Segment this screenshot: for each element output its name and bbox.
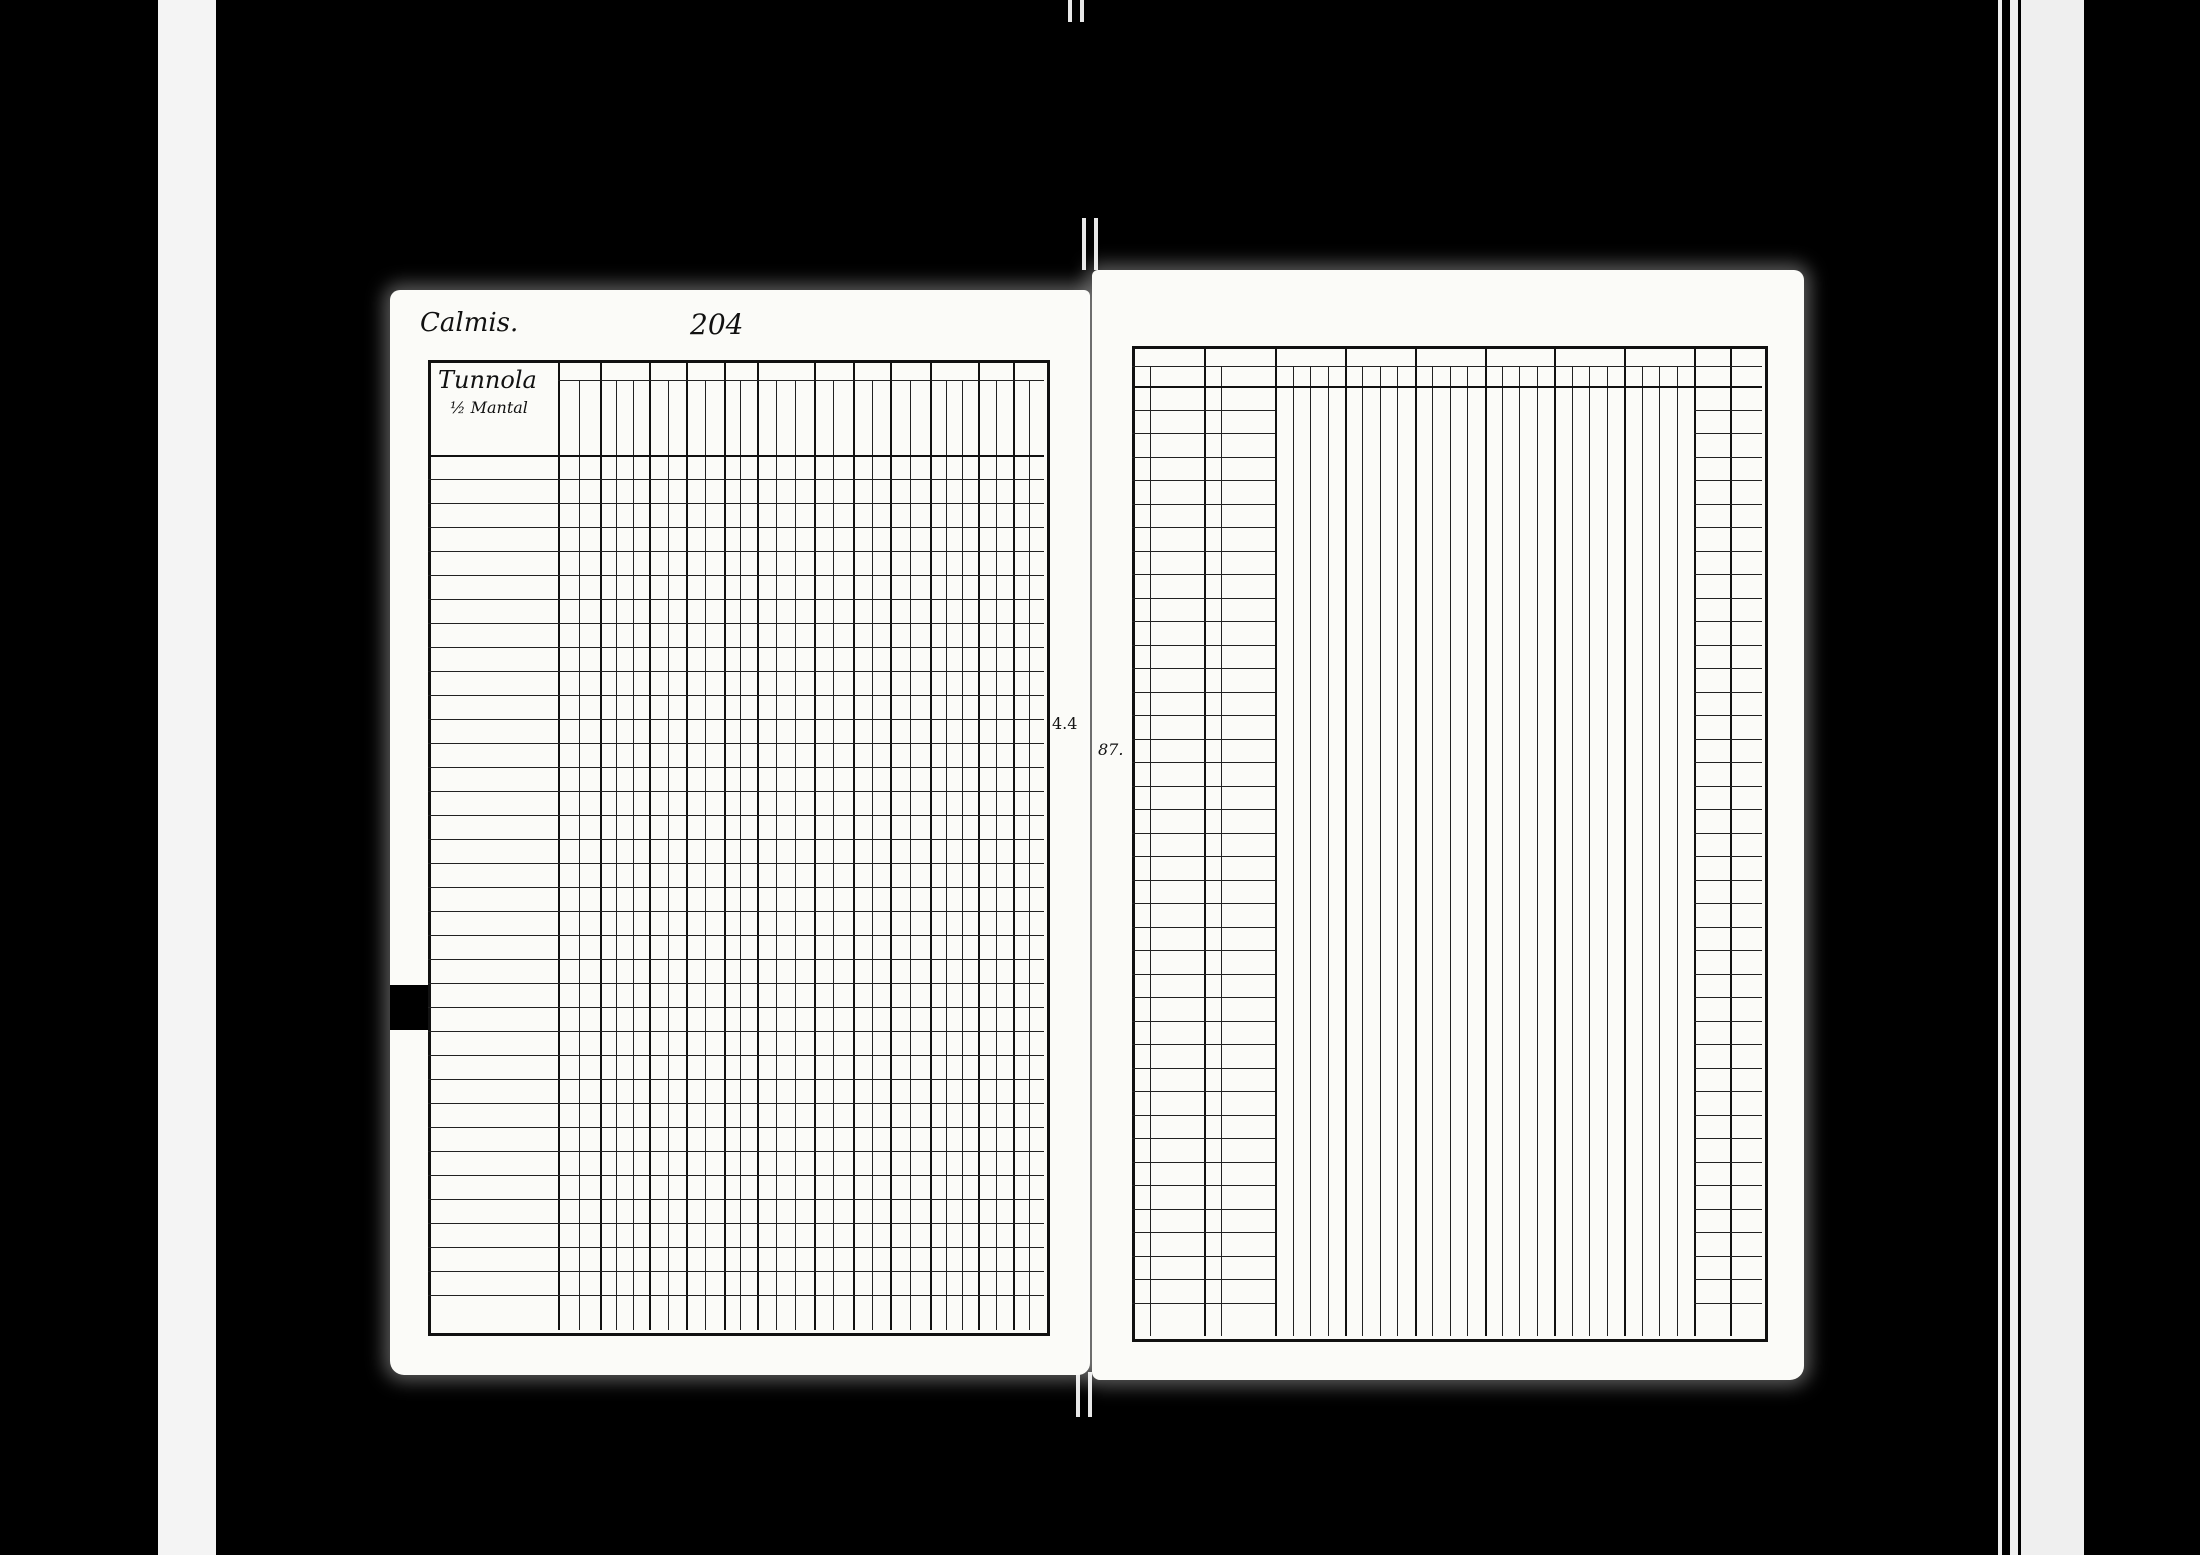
right-row-line-tail-10 — [1694, 621, 1762, 622]
right-year-subline-3-2 — [1380, 366, 1381, 1336]
left-row-line-7 — [428, 623, 1044, 624]
right-row-line-28 — [1132, 1044, 1275, 1045]
left-col-line-2 — [649, 360, 651, 1330]
left-row-line-21 — [428, 959, 1044, 960]
right-year-subline-2-1 — [1293, 366, 1294, 1336]
right-row-line-tail-5 — [1694, 504, 1762, 505]
right-col-line-3 — [1345, 346, 1347, 1336]
right-row-line-32 — [1132, 1138, 1275, 1139]
film-border-left — [158, 0, 216, 1555]
left-subcol-line-5-1 — [776, 380, 777, 1330]
parish-name: Calmis. — [420, 308, 519, 338]
right-row-line-tail-26 — [1694, 997, 1762, 998]
binding-mark-top — [1082, 218, 1086, 270]
right-year-subline-7-2 — [1659, 366, 1660, 1336]
right-year-subline-4-3 — [1467, 366, 1468, 1336]
binding-mark-bottom-2 — [1088, 1372, 1092, 1417]
left-row-line-34 — [428, 1271, 1044, 1272]
right-row-line-4 — [1132, 480, 1275, 481]
right-subcol-line-1 — [1221, 366, 1222, 1336]
left-subcol-line-7-1 — [872, 380, 873, 1330]
right-row-line-16 — [1132, 762, 1275, 763]
left-row-line-28 — [428, 1127, 1044, 1128]
right-row-line-tail-34 — [1694, 1185, 1762, 1186]
left-register-table — [428, 360, 1050, 1336]
right-year-subline-6-2 — [1589, 366, 1590, 1336]
right-row-line-29 — [1132, 1068, 1275, 1069]
left-row-line-29 — [428, 1151, 1044, 1152]
right-row-line-14 — [1132, 715, 1275, 716]
left-col-line-4 — [724, 360, 726, 1330]
left-subcol-line-2-1 — [668, 380, 669, 1330]
left-row-line-26 — [428, 1079, 1044, 1080]
right-row-line-tail-22 — [1694, 903, 1762, 904]
left-subcol-line-4-1 — [740, 380, 741, 1330]
right-row-line-20 — [1132, 856, 1275, 857]
left-col-line-9 — [930, 360, 932, 1330]
left-row-line-10 — [428, 695, 1044, 696]
left-subcol-line-6-1 — [833, 380, 834, 1330]
right-row-line-15 — [1132, 739, 1275, 740]
right-year-subline-7-3 — [1677, 366, 1678, 1336]
left-row-line-35 — [428, 1295, 1044, 1296]
right-row-line-tail-11 — [1694, 645, 1762, 646]
right-row-line-30 — [1132, 1091, 1275, 1092]
right-row-line-tail-3 — [1694, 457, 1762, 458]
right-year-subline-5-3 — [1537, 366, 1538, 1336]
left-row-line-27 — [428, 1103, 1044, 1104]
right-row-line-27 — [1132, 1021, 1275, 1022]
right-year-subline-5-2 — [1519, 366, 1520, 1336]
right-row-line-tail-15 — [1694, 739, 1762, 740]
right-row-line-tail-13 — [1694, 692, 1762, 693]
right-row-line-26 — [1132, 997, 1275, 998]
right-year-subline-4-2 — [1450, 366, 1451, 1336]
right-row-line-tail-12 — [1694, 668, 1762, 669]
right-row-line-tail-37 — [1694, 1256, 1762, 1257]
left-row-line-4 — [428, 551, 1044, 552]
right-row-line-5 — [1132, 504, 1275, 505]
left-header-bottom — [428, 455, 1044, 457]
left-subcol-line-3-1 — [705, 380, 706, 1330]
left-col-line-7 — [853, 360, 855, 1330]
right-year-subline-2-3 — [1328, 366, 1329, 1336]
left-row-line-20 — [428, 935, 1044, 936]
left-subcol-line-1-2 — [633, 380, 634, 1330]
left-subcol-line-1-1 — [616, 380, 617, 1330]
name-column-divider — [558, 360, 560, 1330]
left-row-line-1 — [428, 479, 1044, 480]
left-col-line-3 — [686, 360, 688, 1330]
right-row-line-tail-19 — [1694, 833, 1762, 834]
right-row-line-18 — [1132, 809, 1275, 810]
film-mark-top-2 — [1080, 0, 1084, 22]
right-col-line-8 — [1694, 346, 1696, 1336]
right-row-line-tail-18 — [1694, 809, 1762, 810]
right-row-line-tail-17 — [1694, 786, 1762, 787]
right-row-line-37 — [1132, 1256, 1275, 1257]
left-col-line-6 — [814, 360, 816, 1330]
right-row-line-tail-33 — [1694, 1162, 1762, 1163]
right-col-line-7 — [1624, 346, 1626, 1336]
left-subcol-line-10-1 — [996, 380, 997, 1330]
right-row-line-7 — [1132, 551, 1275, 552]
left-row-line-19 — [428, 911, 1044, 912]
left-col-line-11 — [1013, 360, 1015, 1330]
right-row-line-tail-30 — [1694, 1091, 1762, 1092]
left-row-line-15 — [428, 815, 1044, 816]
right-row-line-23 — [1132, 927, 1275, 928]
film-border-right — [1998, 0, 2084, 1555]
right-row-line-22 — [1132, 903, 1275, 904]
left-header-underline — [558, 380, 1044, 381]
right-row-line-10 — [1132, 621, 1275, 622]
right-row-line-12 — [1132, 668, 1275, 669]
right-row-line-tail-32 — [1694, 1138, 1762, 1139]
binding-mark-bottom — [1076, 1372, 1080, 1417]
binding-mark-top-2 — [1094, 218, 1098, 270]
right-row-line-39 — [1132, 1303, 1275, 1304]
right-row-line-35 — [1132, 1209, 1275, 1210]
right-row-line-9 — [1132, 598, 1275, 599]
right-year-subline-5-1 — [1502, 366, 1503, 1336]
right-row-line-tail-39 — [1694, 1303, 1762, 1304]
right-col-line-1 — [1204, 346, 1206, 1336]
left-row-line-24 — [428, 1031, 1044, 1032]
right-year-subline-3-3 — [1397, 366, 1398, 1336]
left-col-line-8 — [890, 360, 892, 1330]
right-row-line-2 — [1132, 433, 1275, 434]
left-row-line-22 — [428, 983, 1044, 984]
right-year-subline-3-1 — [1362, 366, 1363, 1336]
right-row-line-tail-31 — [1694, 1115, 1762, 1116]
left-subcol-line-9-2 — [962, 380, 963, 1330]
right-year-subline-4-1 — [1432, 366, 1433, 1336]
page-number: 204 — [690, 308, 744, 341]
left-row-line-13 — [428, 767, 1044, 768]
left-row-line-18 — [428, 887, 1044, 888]
left-row-line-6 — [428, 599, 1044, 600]
left-col-line-10 — [978, 360, 980, 1330]
right-row-line-tail-36 — [1694, 1232, 1762, 1233]
right-row-line-tail-8 — [1694, 574, 1762, 575]
left-subcol-line-8-1 — [910, 380, 911, 1330]
right-side-note: 87. — [1098, 740, 1124, 759]
right-row-line-tail-27 — [1694, 1021, 1762, 1022]
right-col-line-6 — [1554, 346, 1556, 1336]
left-col-line-1 — [600, 360, 602, 1330]
right-row-line-24 — [1132, 950, 1275, 951]
left-row-line-2 — [428, 503, 1044, 504]
right-row-line-11 — [1132, 645, 1275, 646]
right-subcol-line-0 — [1150, 366, 1151, 1336]
right-row-line-tail-4 — [1694, 480, 1762, 481]
left-page — [390, 290, 1090, 1375]
right-header-underline — [1132, 366, 1762, 367]
left-row-line-3 — [428, 527, 1044, 528]
right-row-line-1 — [1132, 410, 1275, 411]
right-row-line-34 — [1132, 1185, 1275, 1186]
left-row-line-11 — [428, 719, 1044, 720]
right-row-line-19 — [1132, 833, 1275, 834]
right-row-line-21 — [1132, 880, 1275, 881]
right-header-bottom — [1132, 386, 1762, 388]
left-col-line-5 — [757, 360, 759, 1330]
left-row-line-9 — [428, 671, 1044, 672]
right-row-line-tail-9 — [1694, 598, 1762, 599]
right-row-line-33 — [1132, 1162, 1275, 1163]
left-row-line-23 — [428, 1007, 1044, 1008]
left-row-line-17 — [428, 863, 1044, 864]
right-row-line-tail-35 — [1694, 1209, 1762, 1210]
right-row-line-tail-29 — [1694, 1068, 1762, 1069]
right-page — [1092, 270, 1804, 1380]
right-col-line-4 — [1415, 346, 1417, 1336]
left-row-line-5 — [428, 575, 1044, 576]
left-row-line-33 — [428, 1247, 1044, 1248]
right-row-line-25 — [1132, 974, 1275, 975]
farm-size: ½ Mantal — [450, 398, 528, 417]
right-row-line-17 — [1132, 786, 1275, 787]
left-row-line-31 — [428, 1199, 1044, 1200]
right-year-subline-2-2 — [1310, 366, 1311, 1336]
page-tab — [390, 985, 428, 1030]
right-row-line-tail-1 — [1694, 410, 1762, 411]
right-year-subline-7-1 — [1642, 366, 1643, 1336]
right-row-line-tail-14 — [1694, 715, 1762, 716]
film-mark-top — [1068, 0, 1072, 22]
left-row-line-12 — [428, 743, 1044, 744]
left-row-line-8 — [428, 647, 1044, 648]
left-subcol-line-9-1 — [946, 380, 947, 1330]
left-row-line-30 — [428, 1175, 1044, 1176]
right-row-line-tail-2 — [1694, 433, 1762, 434]
right-row-line-36 — [1132, 1232, 1275, 1233]
right-row-line-tail-7 — [1694, 551, 1762, 552]
right-row-line-tail-6 — [1694, 527, 1762, 528]
right-col-line-2 — [1275, 346, 1277, 1336]
right-row-line-tail-20 — [1694, 856, 1762, 857]
left-subcol-line-11-1 — [1029, 380, 1030, 1330]
right-row-line-6 — [1132, 527, 1275, 528]
right-row-line-3 — [1132, 457, 1275, 458]
right-row-line-tail-38 — [1694, 1279, 1762, 1280]
right-year-subline-6-3 — [1607, 366, 1608, 1336]
right-row-line-tail-25 — [1694, 974, 1762, 975]
left-row-line-32 — [428, 1223, 1044, 1224]
right-row-line-8 — [1132, 574, 1275, 575]
left-side-note: 4.4 — [1052, 714, 1078, 733]
left-row-line-25 — [428, 1055, 1044, 1056]
village-name: Tunnola — [438, 366, 537, 394]
right-col-line-9 — [1730, 346, 1732, 1336]
right-row-line-38 — [1132, 1279, 1275, 1280]
right-col-line-5 — [1485, 346, 1487, 1336]
right-year-subline-6-1 — [1572, 366, 1573, 1336]
left-row-line-16 — [428, 839, 1044, 840]
right-row-line-tail-21 — [1694, 880, 1762, 881]
left-subcol-line-0-1 — [579, 380, 580, 1330]
right-row-line-tail-24 — [1694, 950, 1762, 951]
right-row-line-31 — [1132, 1115, 1275, 1116]
right-row-line-tail-28 — [1694, 1044, 1762, 1045]
left-subcol-line-5-2 — [795, 380, 796, 1330]
right-row-line-tail-16 — [1694, 762, 1762, 763]
left-row-line-14 — [428, 791, 1044, 792]
right-row-line-13 — [1132, 692, 1275, 693]
right-row-line-tail-23 — [1694, 927, 1762, 928]
